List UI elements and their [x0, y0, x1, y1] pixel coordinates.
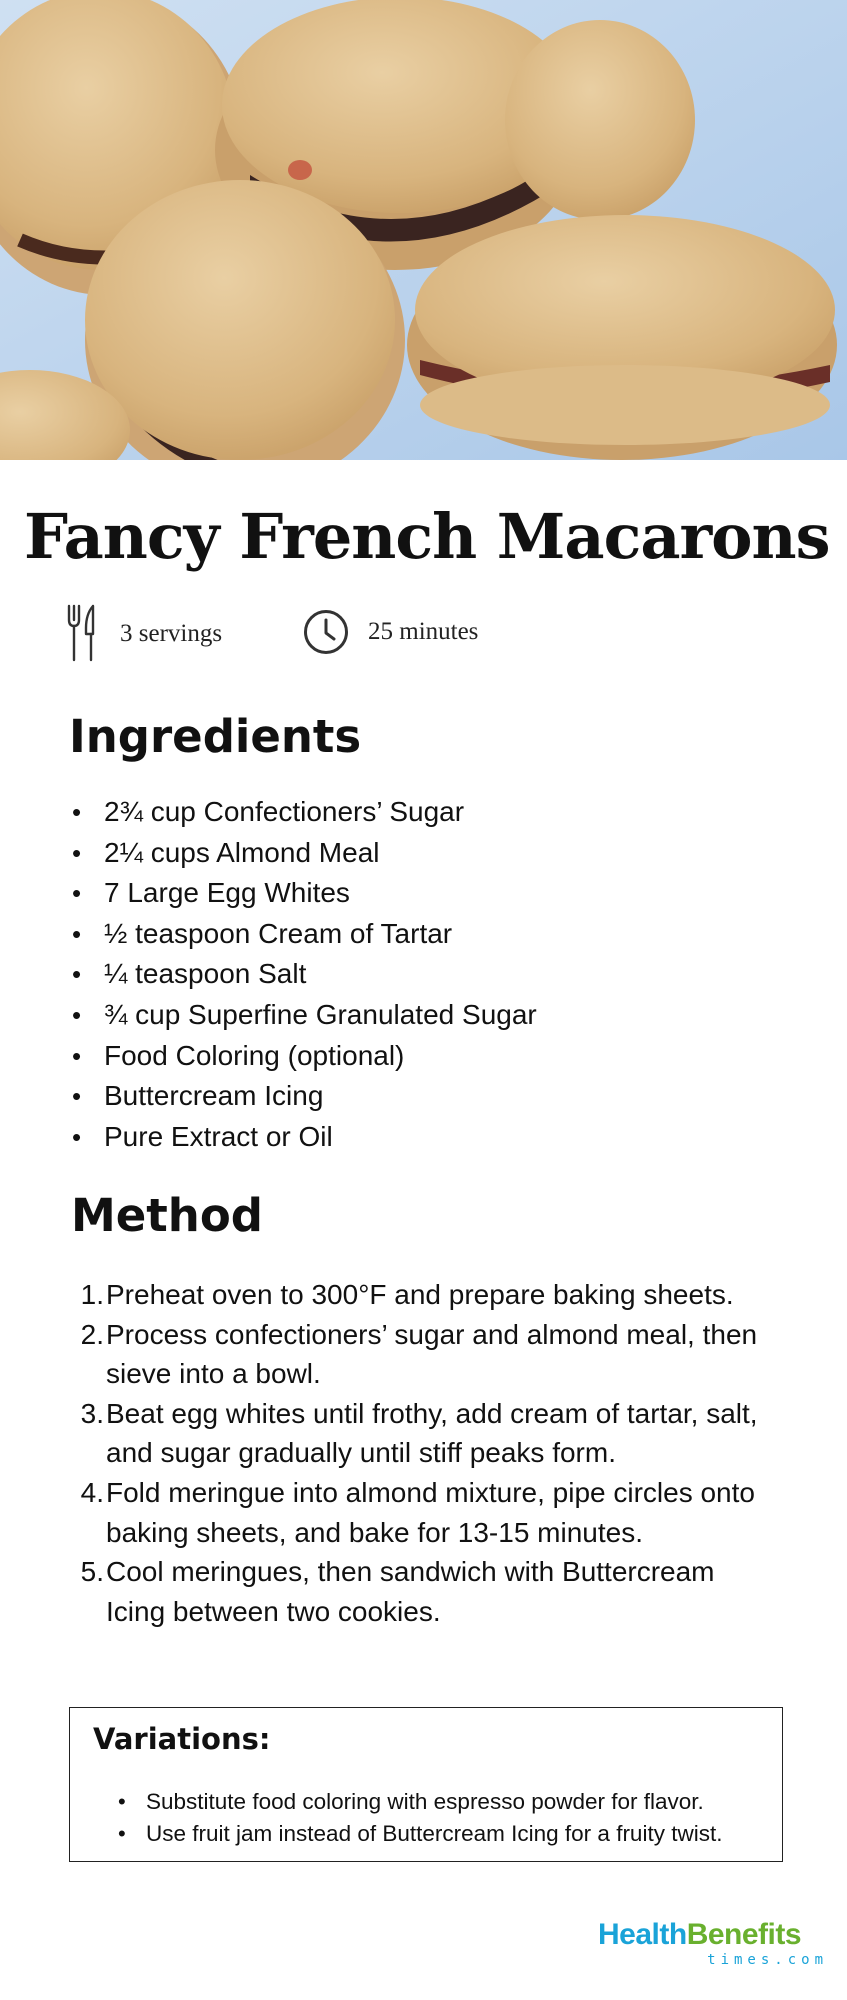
list-item: • ¾ cup Superfine Granulated Sugar: [68, 995, 537, 1036]
list-item: • Food Coloring (optional): [68, 1036, 537, 1077]
list-item: • Use fruit jam instead of Buttercream Icing for a fruity twist.: [116, 1818, 722, 1850]
step-text: Cool meringues, then sandwich with Buttercream Icing between two cookies.: [106, 1556, 715, 1627]
healthbenefits-logo[interactable]: [598, 1918, 832, 1972]
servings-info: [66, 604, 222, 664]
variations-list: [116, 1786, 722, 1850]
variations-heading: Variations:: [93, 1722, 271, 1756]
step-text: Process confectioners’ sugar and almond meal, then sieve into a bowl.: [106, 1318, 758, 1390]
list-item: • Substitute food coloring with espresso powder for flavor.: [116, 1786, 722, 1818]
hero-photo: [0, 0, 847, 460]
method-step: [68, 1552, 768, 1631]
variations-box: [69, 1707, 783, 1862]
recipe-title: Fancy French Macarons: [24, 500, 830, 573]
logo-wordmark: [598, 1918, 832, 1952]
method-step: [68, 1473, 768, 1552]
servings-text: 3 servings: [120, 620, 223, 647]
logo-subtitle: times.com: [707, 1952, 828, 1968]
step-text: Fold meringue into almond mixture, pipe circles onto baking sheets, and bake for 13-15 minutes.: [106, 1476, 755, 1548]
list-item: • 7 Large Egg Whites: [68, 873, 537, 914]
method-step: [68, 1394, 768, 1473]
list-item: • ½ teaspoon Cream of Tartar: [68, 914, 537, 955]
step-number: 1.: [80, 1279, 104, 1310]
method-list: [68, 1275, 768, 1631]
step-text: Beat egg whites until frothy, add cream of tartar, salt, and sugar gradually until stiff peaks form.: [106, 1397, 758, 1469]
clock-icon: [302, 608, 350, 656]
logo-part-benefits: Benefits: [686, 1918, 802, 1951]
list-item: • Pure Extract or Oil: [68, 1117, 537, 1158]
fork-knife-icon: [66, 604, 98, 664]
macarons-illustration: [0, 0, 847, 460]
list-item: • ¼ teaspoon Salt: [68, 954, 537, 995]
method-heading: Method: [71, 1189, 263, 1242]
list-item: • 2¾ cup Confectioners’ Sugar: [68, 792, 537, 833]
step-text: Preheat oven to 300°F and prepare baking sheets.: [106, 1279, 734, 1310]
step-number: 5.: [80, 1556, 104, 1588]
ingredients-heading: Ingredients: [69, 710, 362, 763]
method-step: [68, 1275, 768, 1315]
logo-part-health: Health: [598, 1918, 687, 1951]
method-step: [68, 1315, 768, 1394]
time-info: [302, 608, 478, 656]
time-text: 25 minutes: [368, 618, 479, 645]
step-number: 4.: [80, 1476, 104, 1508]
step-number: 2.: [80, 1318, 104, 1350]
ingredients-list: [68, 792, 537, 1157]
step-number: 3.: [80, 1397, 104, 1429]
list-item: • 2¼ cups Almond Meal: [68, 833, 537, 874]
list-item: • Buttercream Icing: [68, 1076, 537, 1117]
